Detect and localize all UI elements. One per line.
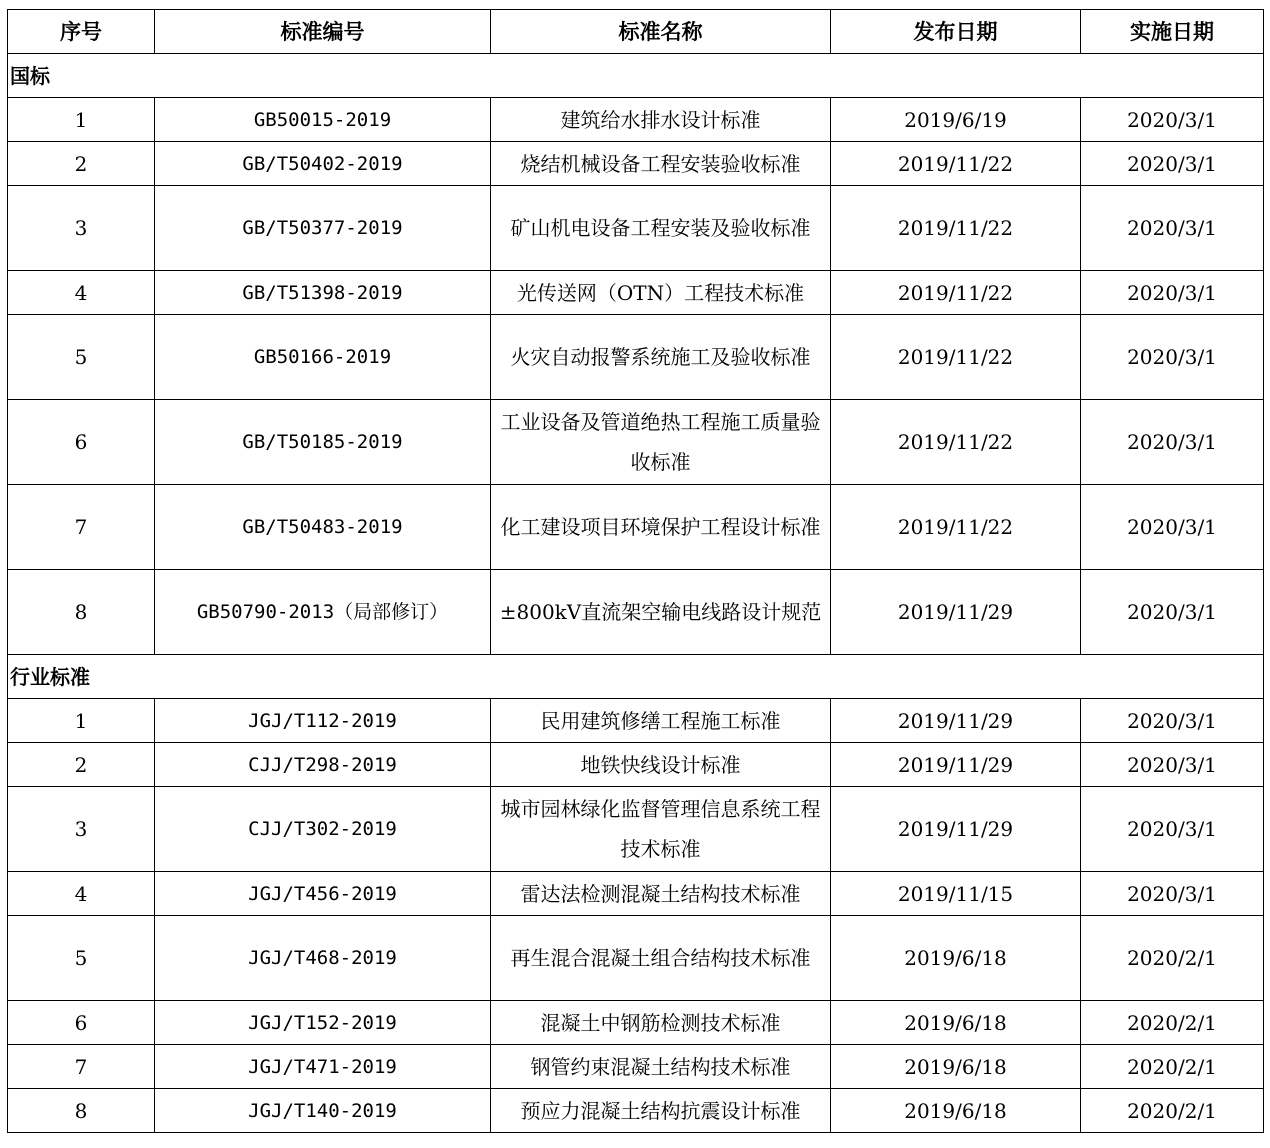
- cell-name: 光传送网（OTN）工程技术标准: [491, 271, 831, 315]
- cell-name: 民用建筑修缮工程施工标准: [491, 699, 831, 743]
- table-row: [8, 485, 1264, 570]
- cell-effective-date: 2020/3/1: [1081, 485, 1264, 570]
- cell-name: 钢管约束混凝土结构技术标准: [491, 1045, 831, 1089]
- table-row: [8, 400, 1264, 485]
- header-name: 标准名称: [491, 10, 831, 54]
- cell-code: GB/T51398-2019: [155, 271, 491, 315]
- cell-code: CJJ/T302-2019: [155, 787, 491, 872]
- cell-code: JGJ/T140-2019: [155, 1089, 491, 1133]
- cell-name: 工业设备及管道绝热工程施工质量验收标准: [491, 400, 831, 485]
- cell-code: GB/T50402-2019: [155, 142, 491, 186]
- cell-no: 7: [8, 1045, 155, 1089]
- cell-effective-date: 2020/2/1: [1081, 1045, 1264, 1089]
- table-row: [8, 98, 1264, 142]
- cell-code: GB/T50377-2019: [155, 186, 491, 271]
- cell-name: 预应力混凝土结构抗震设计标准: [491, 1089, 831, 1133]
- cell-no: 6: [8, 400, 155, 485]
- cell-publish-date: 2019/11/22: [831, 315, 1081, 400]
- cell-no: 3: [8, 787, 155, 872]
- cell-publish-date: 2019/6/18: [831, 1089, 1081, 1133]
- table-row: [8, 315, 1264, 400]
- cell-effective-date: 2020/3/1: [1081, 570, 1264, 655]
- cell-name: 化工建设项目环境保护工程设计标准: [491, 485, 831, 570]
- standards-table-container: [7, 9, 1264, 1133]
- cell-code: JGJ/T456-2019: [155, 872, 491, 916]
- table-row: [8, 142, 1264, 186]
- cell-effective-date: 2020/3/1: [1081, 787, 1264, 872]
- table-row: [8, 271, 1264, 315]
- header-code: 标准编号: [155, 10, 491, 54]
- cell-name: 地铁快线设计标准: [491, 743, 831, 787]
- section-row: [8, 655, 1264, 699]
- cell-no: 6: [8, 1001, 155, 1045]
- cell-publish-date: 2019/6/18: [831, 916, 1081, 1001]
- cell-no: 3: [8, 186, 155, 271]
- cell-publish-date: 2019/11/22: [831, 142, 1081, 186]
- standards-table: [7, 9, 1264, 1133]
- table-row: [8, 1089, 1264, 1133]
- cell-publish-date: 2019/11/22: [831, 485, 1081, 570]
- section-row: [8, 54, 1264, 98]
- cell-publish-date: 2019/11/22: [831, 186, 1081, 271]
- cell-code: JGJ/T152-2019: [155, 1001, 491, 1045]
- cell-effective-date: 2020/3/1: [1081, 699, 1264, 743]
- cell-code: JGJ/T112-2019: [155, 699, 491, 743]
- cell-effective-date: 2020/3/1: [1081, 98, 1264, 142]
- table-row: [8, 787, 1264, 872]
- cell-no: 4: [8, 271, 155, 315]
- cell-no: 4: [8, 872, 155, 916]
- cell-publish-date: 2019/11/29: [831, 699, 1081, 743]
- section-title: 行业标准: [8, 655, 1264, 699]
- cell-publish-date: 2019/6/19: [831, 98, 1081, 142]
- cell-publish-date: 2019/6/18: [831, 1045, 1081, 1089]
- cell-publish-date: 2019/11/29: [831, 570, 1081, 655]
- cell-publish-date: 2019/11/22: [831, 271, 1081, 315]
- table-row: [8, 872, 1264, 916]
- cell-no: 8: [8, 570, 155, 655]
- cell-effective-date: 2020/2/1: [1081, 916, 1264, 1001]
- table-body: [8, 54, 1264, 1133]
- cell-name: 火灾自动报警系统施工及验收标准: [491, 315, 831, 400]
- header-effective-date: 实施日期: [1081, 10, 1264, 54]
- cell-effective-date: 2020/2/1: [1081, 1089, 1264, 1133]
- cell-publish-date: 2019/11/29: [831, 787, 1081, 872]
- cell-name: 再生混合混凝土组合结构技术标准: [491, 916, 831, 1001]
- table-row: [8, 1001, 1264, 1045]
- cell-code: JGJ/T471-2019: [155, 1045, 491, 1089]
- cell-no: 2: [8, 142, 155, 186]
- table-row: [8, 186, 1264, 271]
- cell-publish-date: 2019/11/15: [831, 872, 1081, 916]
- cell-publish-date: 2019/11/22: [831, 400, 1081, 485]
- cell-code: GB/T50483-2019: [155, 485, 491, 570]
- cell-no: 1: [8, 98, 155, 142]
- table-row: [8, 570, 1264, 655]
- cell-code: GB50166-2019: [155, 315, 491, 400]
- cell-name: 雷达法检测混凝土结构技术标准: [491, 872, 831, 916]
- cell-no: 8: [8, 1089, 155, 1133]
- table-row: [8, 916, 1264, 1001]
- cell-no: 2: [8, 743, 155, 787]
- cell-effective-date: 2020/3/1: [1081, 872, 1264, 916]
- cell-effective-date: 2020/3/1: [1081, 142, 1264, 186]
- cell-no: 1: [8, 699, 155, 743]
- cell-publish-date: 2019/11/29: [831, 743, 1081, 787]
- cell-name: ±800kV直流架空输电线路设计规范: [491, 570, 831, 655]
- cell-effective-date: 2020/3/1: [1081, 186, 1264, 271]
- cell-effective-date: 2020/3/1: [1081, 271, 1264, 315]
- cell-effective-date: 2020/2/1: [1081, 1001, 1264, 1045]
- cell-code: CJJ/T298-2019: [155, 743, 491, 787]
- cell-no: 5: [8, 916, 155, 1001]
- cell-name: 混凝土中钢筋检测技术标准: [491, 1001, 831, 1045]
- cell-effective-date: 2020/3/1: [1081, 400, 1264, 485]
- table-row: [8, 699, 1264, 743]
- cell-no: 5: [8, 315, 155, 400]
- header-publish-date: 发布日期: [831, 10, 1081, 54]
- cell-name: 烧结机械设备工程安装验收标准: [491, 142, 831, 186]
- cell-code: GB50015-2019: [155, 98, 491, 142]
- cell-code: GB/T50185-2019: [155, 400, 491, 485]
- table-row: [8, 743, 1264, 787]
- cell-name: 矿山机电设备工程安装及验收标准: [491, 186, 831, 271]
- cell-name: 城市园林绿化监督管理信息系统工程技术标准: [491, 787, 831, 872]
- cell-code: JGJ/T468-2019: [155, 916, 491, 1001]
- cell-effective-date: 2020/3/1: [1081, 315, 1264, 400]
- cell-code: GB50790-2013（局部修订）: [155, 570, 491, 655]
- header-row: [8, 10, 1264, 54]
- table-row: [8, 1045, 1264, 1089]
- cell-name: 建筑给水排水设计标准: [491, 98, 831, 142]
- cell-effective-date: 2020/3/1: [1081, 743, 1264, 787]
- header-no: 序号: [8, 10, 155, 54]
- section-title: 国标: [8, 54, 1264, 98]
- cell-publish-date: 2019/6/18: [831, 1001, 1081, 1045]
- cell-no: 7: [8, 485, 155, 570]
